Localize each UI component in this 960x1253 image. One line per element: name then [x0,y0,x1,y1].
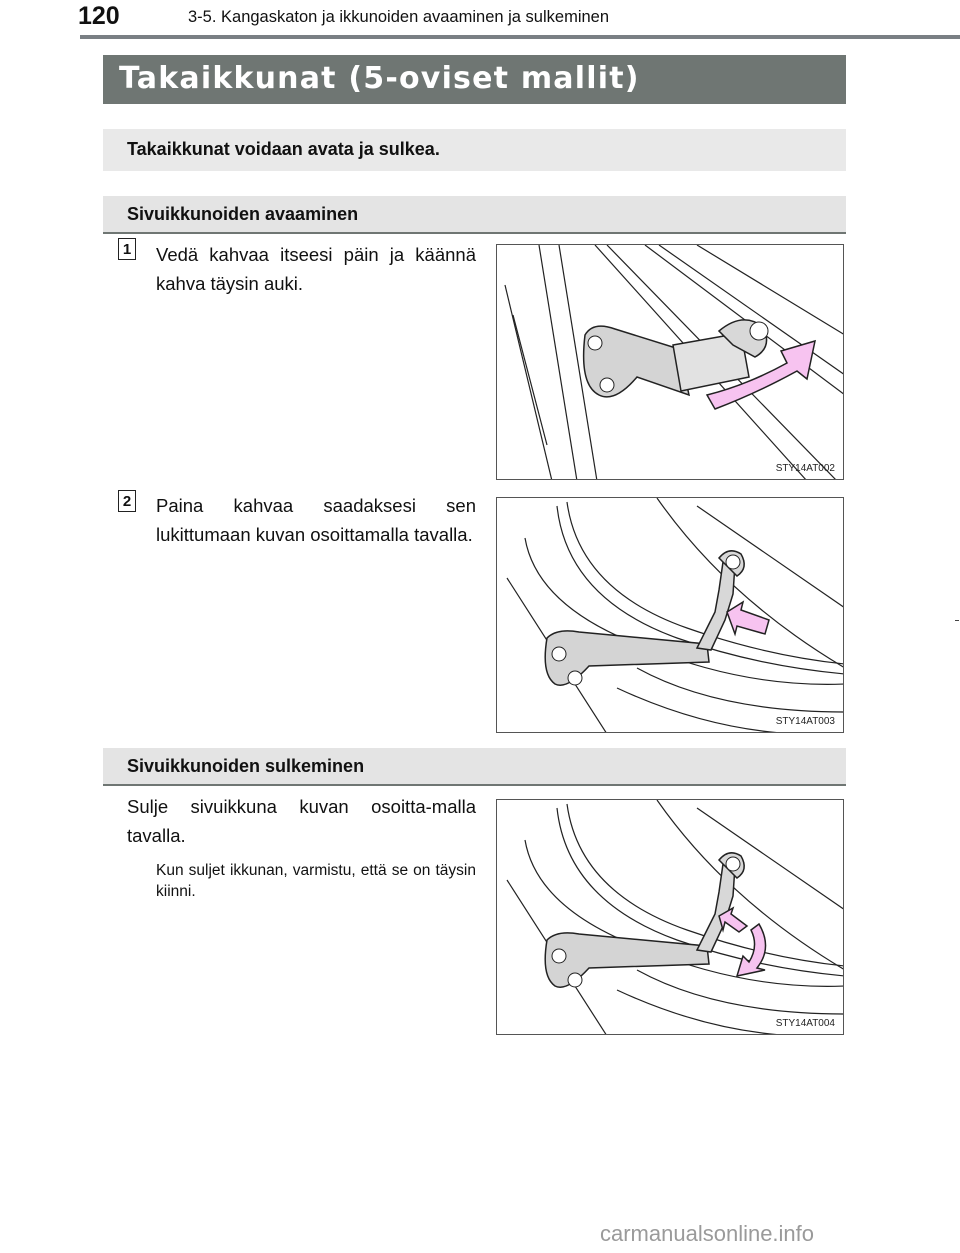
closing-heading: Sivuikkunoiden sulkeminen [127,756,365,776]
handle-open-illustration [497,245,844,480]
window-close-illustration [497,800,844,1035]
margin-mark [955,620,959,621]
banner-title: Takaikkunat (5-oviset mallit) [119,61,640,96]
figure-code-2: STY14AT003 [775,716,835,727]
push-arrow [727,602,769,634]
intro-text: Takaikkunat voidaan avata ja sulkea. [127,139,440,159]
page-number: 120 [78,2,120,30]
header-rule [80,35,960,39]
step-number-1: 1 [118,238,136,260]
step-text-1: Vedä kahvaa itseesi päin ja käännä kahva täysin auki. [156,244,476,294]
step-text-2: Paina kahvaa saadaksesi sen lukittumaan kuvan osoittamalla tavalla. [156,495,476,545]
figure-code-3: STY14AT004 [775,1018,835,1029]
intro-box [103,129,846,171]
chapter-title: 3-5. Kangaskaton ja ikkunoiden avaaminen ja sulkeminen [188,8,610,26]
handle-lock-illustration [497,498,844,733]
opening-heading: Sivuikkunoiden avaaminen [127,204,359,224]
figure-open-handle [496,244,844,480]
close-arrow [737,924,766,976]
closing-text: Sulje sivuikkuna kuvan osoitta-malla tavalla. [127,796,476,846]
figure-close-window [496,799,844,1035]
opening-heading-bar [103,196,846,234]
step-number-2: 2 [118,490,136,512]
closing-heading-bar [103,748,846,786]
watermark: carmanualsonline.info [600,1221,815,1246]
figure-code-1: STY14AT002 [775,463,835,474]
section-banner [103,55,846,104]
figure-lock-handle [496,497,844,733]
closing-note: Kun suljet ikkunan, varmistu, että se on täysin kiinni. [156,862,476,900]
